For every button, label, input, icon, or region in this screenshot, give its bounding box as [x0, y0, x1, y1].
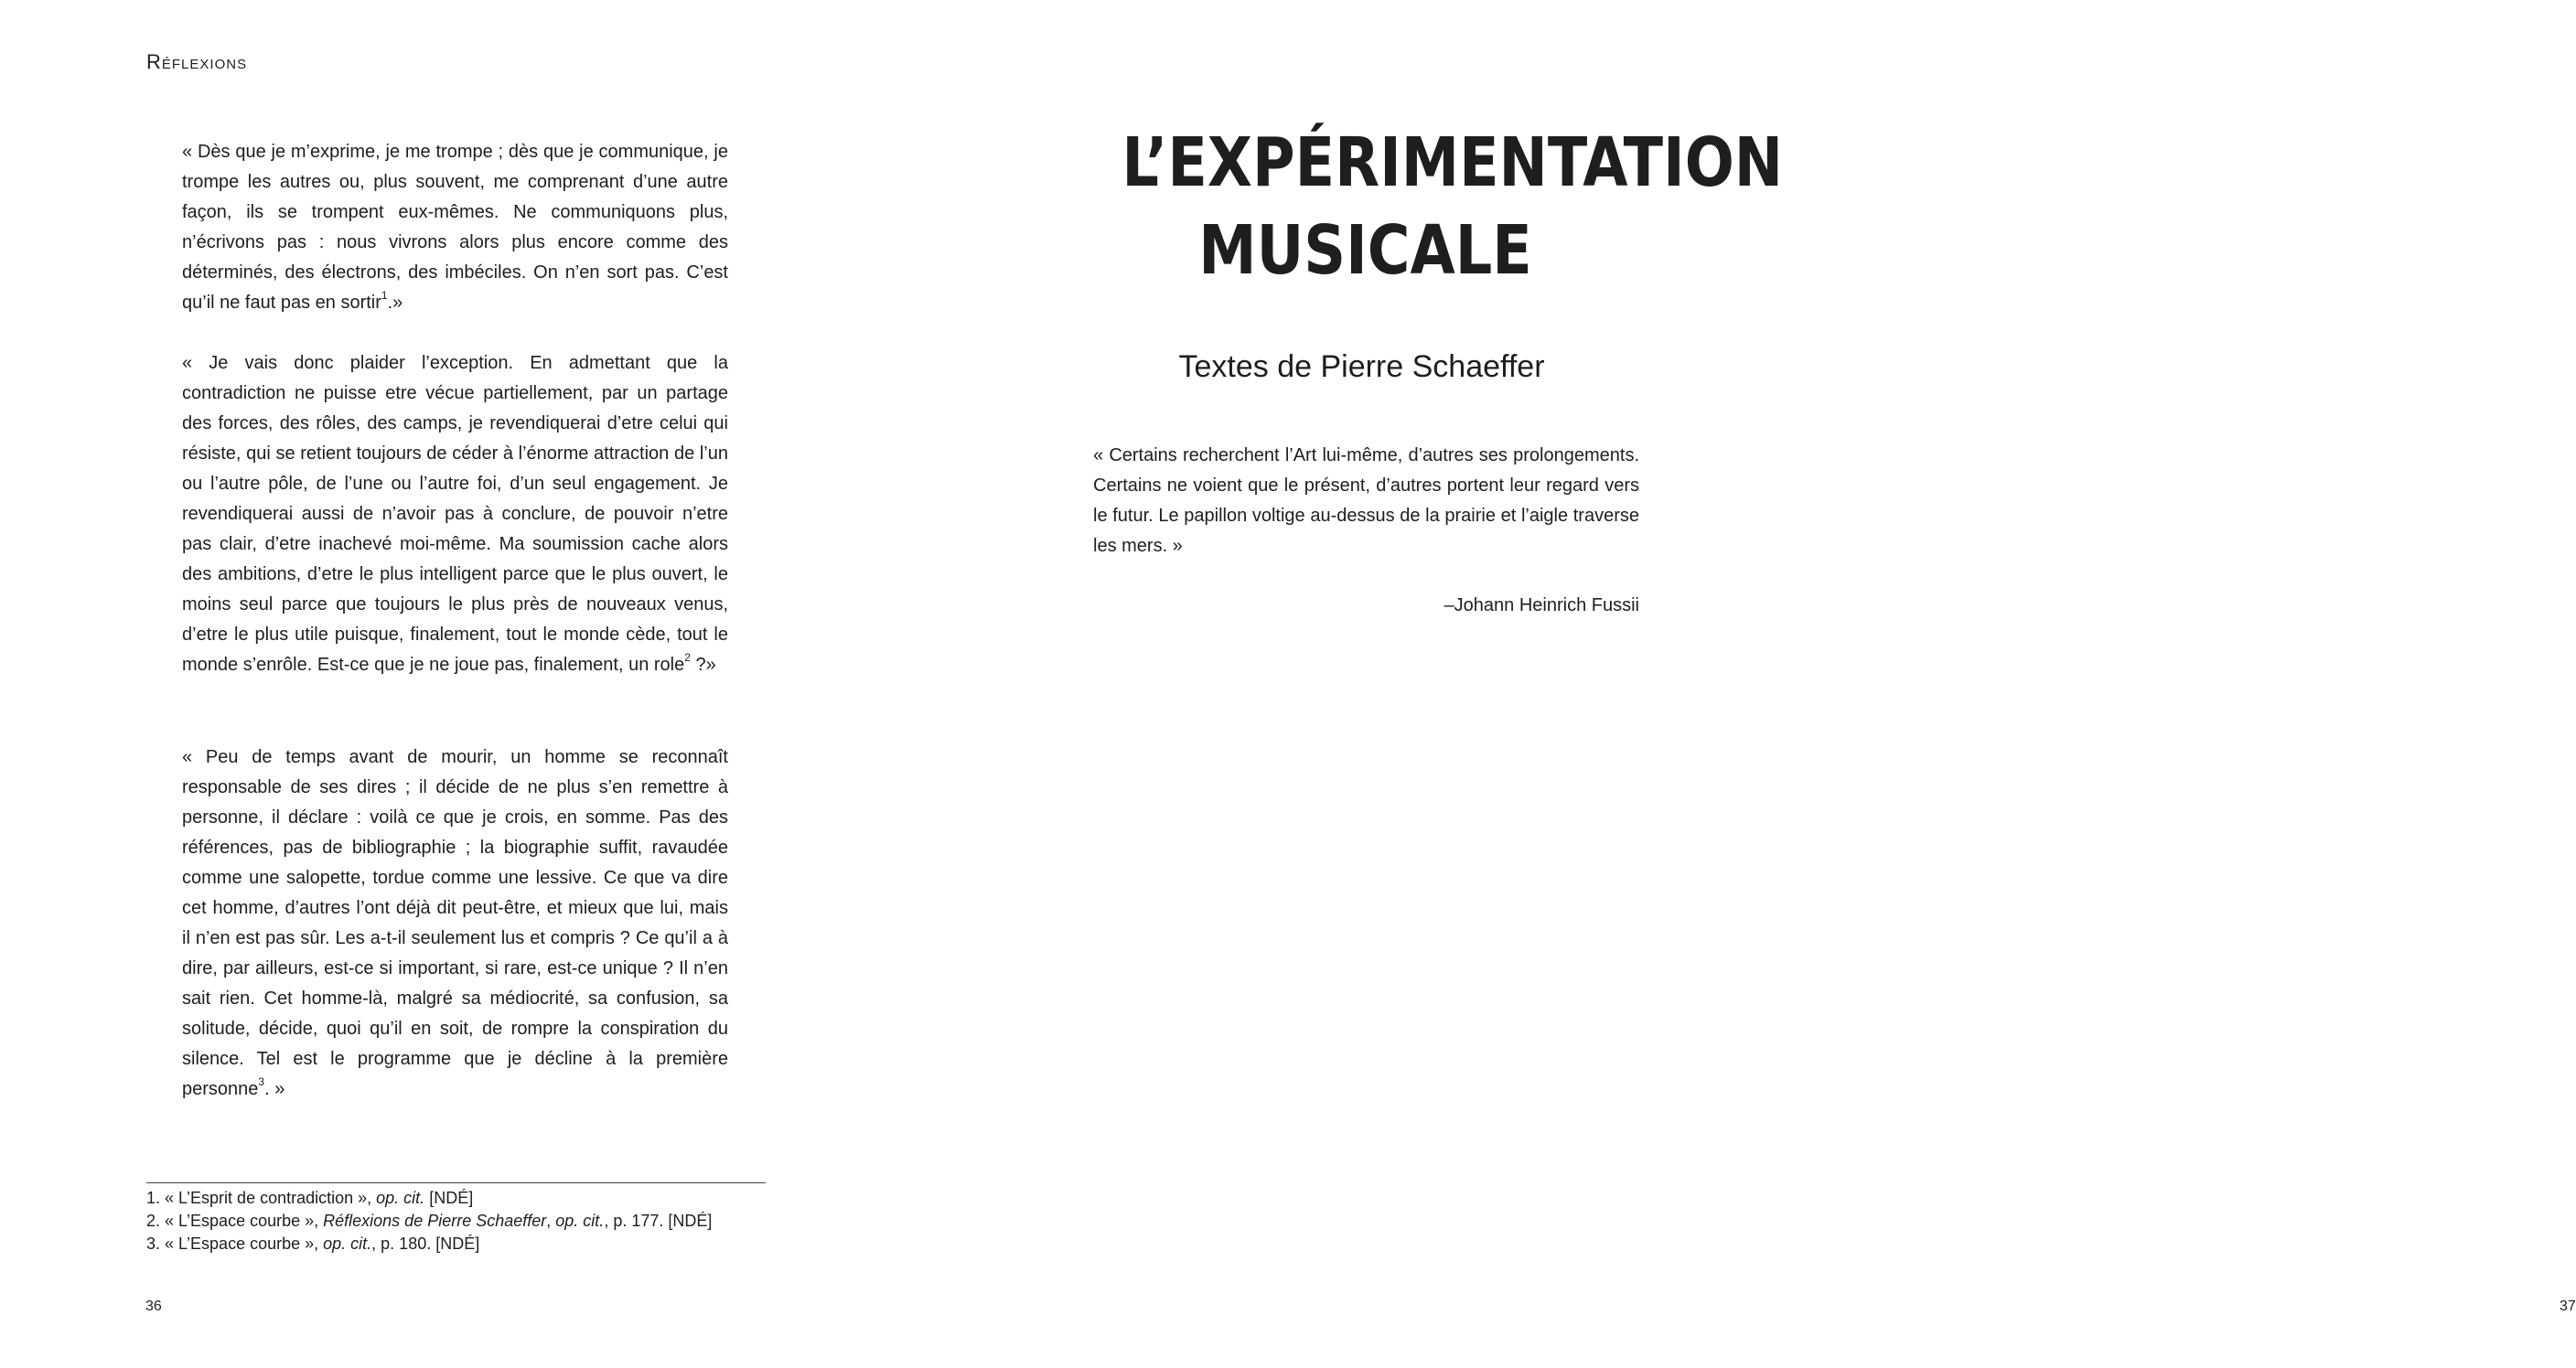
- page-number-left: 36: [145, 1299, 162, 1314]
- running-head: Réflexions: [146, 50, 248, 73]
- footnote-rule: [146, 1182, 766, 1183]
- chapter-subtitle: Textes de Pierre Schaeffer: [1178, 349, 1545, 384]
- epigraph-quote: « Certains recherchent l’Art lui-même, d’autres ses prolongements. Certains ne voient que le présent, d’autres portent leur regard vers le futur. Le papillon voltige au-dessus de la prairie et l’aigle traverse les mers. »: [1093, 445, 1639, 556]
- footnote-3-pre: 3. « L’Espace courbe »,: [146, 1234, 324, 1253]
- quote-1-text: « Dès que je m’exprime, je me trompe ; dès que je communique, je trompe les autres ou, plus souvent, me comprenant d’une autre façon, ils se trompent eux-mêmes. Ne communiquons plus, n’écrivons pas : nous vivrons alors plus encore comme des déterminés, des électrons, des imbéciles. On n’en sort pas. C’est qu’il ne faut pas en sortir: [182, 142, 728, 313]
- quote-paragraph-3: [182, 743, 728, 1105]
- note-ref-3[interactable]: 3: [258, 1075, 265, 1089]
- footnote-3: [146, 1233, 787, 1256]
- chapter-title-line-1: L’EXPÉRIMENTATION: [1122, 123, 1784, 202]
- quote-paragraph-2: [182, 348, 728, 680]
- footnote-2-italic-2: op. cit.: [555, 1212, 605, 1230]
- footnote-2-italic: Réflexions de Pierre Schaeffer: [323, 1212, 547, 1230]
- chapter-title-line-2: MUSICALE: [1198, 211, 1532, 290]
- right-page: [900, 0, 2576, 1368]
- footnote-2: [146, 1210, 787, 1233]
- footnote-3-italic: op. cit.: [323, 1234, 372, 1253]
- quote-2-tail: ?»: [690, 655, 716, 675]
- footnote-2-pre: 2. « L’Espace courbe »,: [146, 1212, 324, 1230]
- quote-2-text: « Je vais donc plaider l’exception. En admettant que la contradiction ne puisse etre vécue partiellement, par un partage des forces, des rôles, des camps, je revendiquerai d’etre celui qui résiste, qui se retient toujours de céder à l’énorme attraction de l’un ou l’autre pôle, de l’une ou l’autre foi, d’un seul engagement. Je revendiquerai aussi de n’avoir pas à conclure, de pouvoir n’etre pas clair, d’etre inachevé moi-même. Ma soumission cache alors des ambitions, d’etre le plus intelligent parce que le plus ouvert, le moins seul parce que toujours le plus près de nouveaux venus, d’etre le plus utile puisque, finalement, tout le monde cède, tout le monde s’enrôle. Est-ce que je ne joue pas, finalement, un role: [182, 353, 728, 675]
- footnote-3-post: , p. 180. [NDÉ]: [371, 1234, 480, 1253]
- footnote-1-italic: op. cit.: [376, 1189, 425, 1207]
- quote-3-tail: . »: [264, 1079, 285, 1099]
- epigraph-attribution: –Johann Heinrich Fussii: [1444, 595, 1639, 615]
- left-page: [0, 0, 900, 1368]
- footnote-2-mid: ,: [546, 1212, 556, 1230]
- note-ref-1[interactable]: 1: [381, 289, 388, 303]
- footnote-1-pre: 1. « L’Esprit de contradiction »,: [146, 1189, 377, 1207]
- footnote-1-post: [NDÉ]: [424, 1189, 474, 1207]
- footnote-1: [146, 1187, 787, 1210]
- footnote-2-post: , p. 177. [NDÉ]: [604, 1212, 713, 1230]
- note-ref-2[interactable]: 2: [684, 651, 691, 665]
- quote-paragraph-1: [182, 137, 728, 318]
- quote-1-tail: .»: [387, 293, 403, 313]
- footnotes: [146, 1187, 787, 1256]
- chapter-title: [1122, 119, 1784, 294]
- page-number-right: 37: [2560, 1299, 2576, 1314]
- quote-3-text: « Peu de temps avant de mourir, un homme se reconnaît responsable de ses dires ; il décide de ne plus s’en remettre à personne, il déclare : voilà ce que je crois, en somme. Pas des références, pas de bibliographie ; la biographie suffit, ravaudée comme une salopette, tordue comme une lessive. Ce que va dire cet homme, d’autres l’ont déjà dit peut-être, et mieux que lui, mais il n’en est pas sûr. Les a-t-il seulement lus et compris ? Ce qu’il a à dire, par ailleurs, est-ce si important, si rare, est-ce unique ? Il n’en sait rien. Cet homme-là, malgré sa médiocrité, sa confusion, sa solitude, décide, quoi qu’il en soit, de rompre la conspiration du silence. Tel est le programme que je décline à la première personne: [182, 747, 728, 1099]
